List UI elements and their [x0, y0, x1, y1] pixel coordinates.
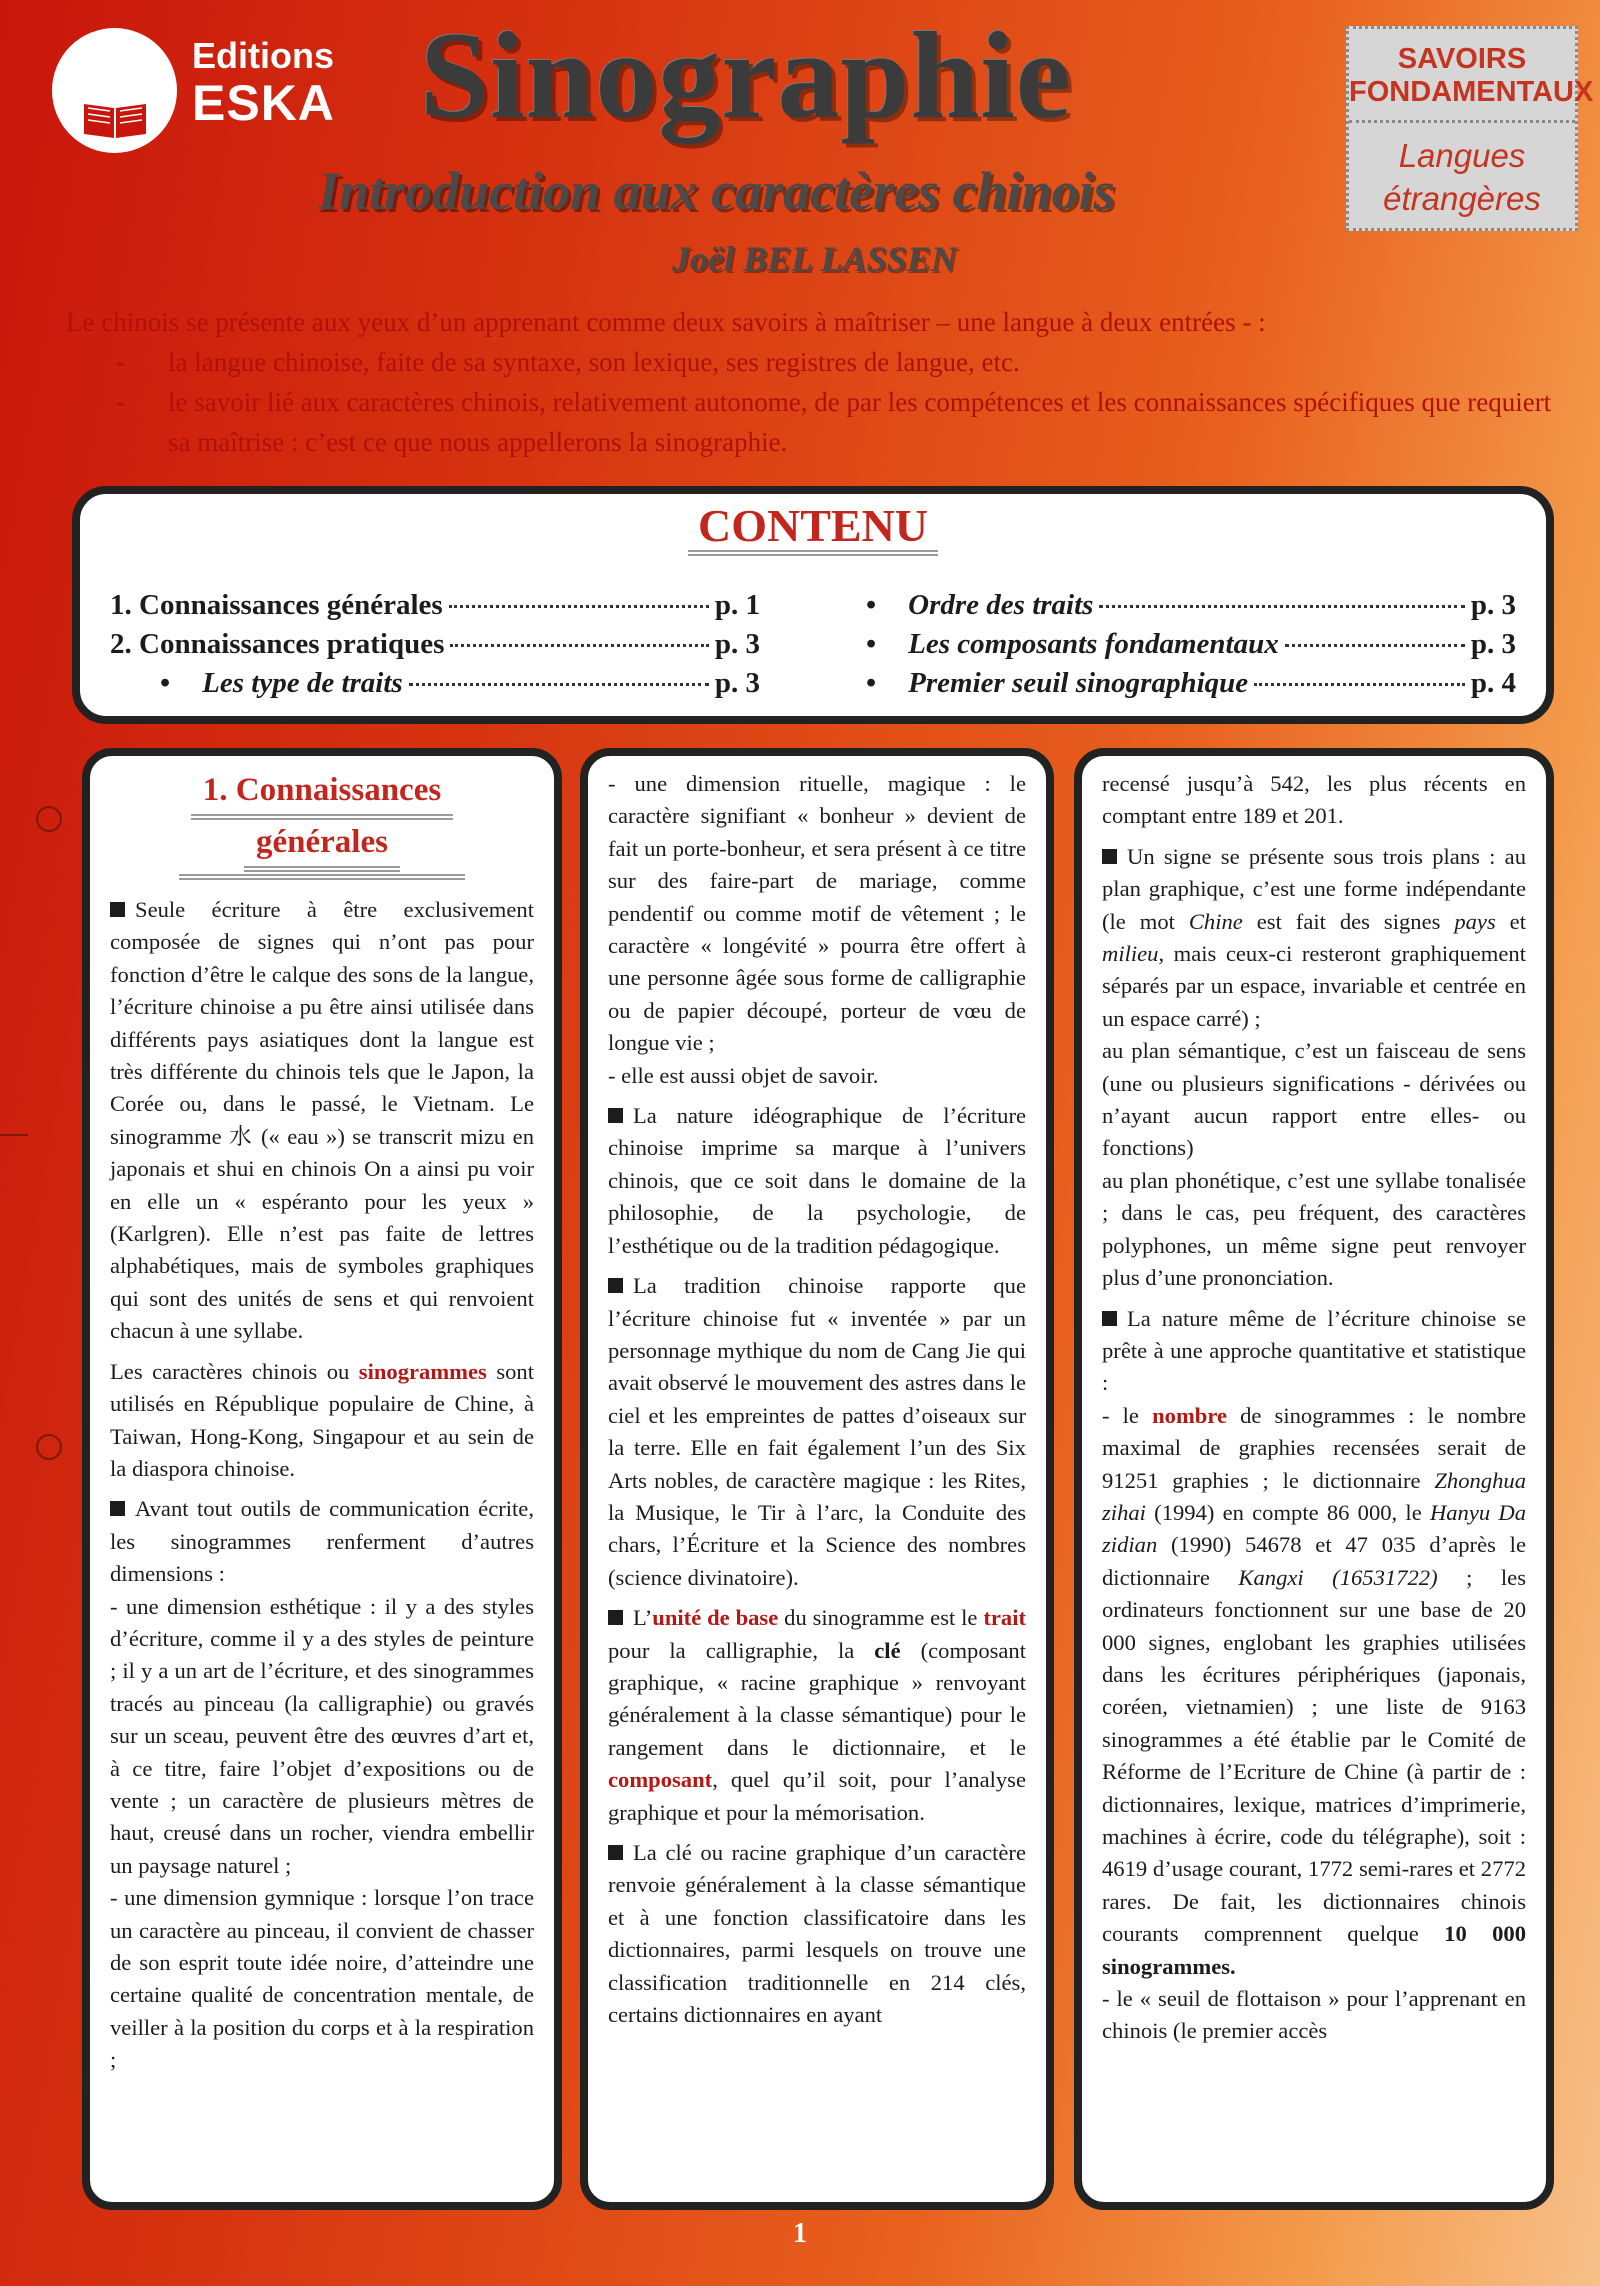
- paragraph: La nature même de l’écriture chinoise se prête à une approche quantitative et statistique :: [1102, 1305, 1526, 1396]
- paragraph: - une dimension gymnique : lorsque l’on trace un caractère au pinceau, il convient de chasser de son esprit toute idée noire, d’atteindre une certaine qualité de concentration mentale, de veiller à la position du corps et à la respiration ;: [110, 1885, 534, 2073]
- paragraph: - une dimension rituelle, magique : le caractère signifiant « bonheur » devient de fait un porte-bonheur, et sera présent à ce titre sur des faire-part de mariage, comme pendentif ou comme motif de vêtement ; le caractère « longévité » pourra être offert à une personne âgée sous forme de calligraphie ou de papier découpé, porteur de vœu de longue vie ;: [608, 771, 1026, 1056]
- badge-line1a: SAVOIRS: [1397, 43, 1527, 75]
- paragraph: La tradition chinoise rapporte que l’écriture chinoise fut « inventée » par un personnage mythique du nom de Cang Jie qui avait observé le mouvement des astres dans le ciel et les empreintes de pattes d’oiseaux sur la terre. Elle en fait également l’un des Six Arts nobles, de caractère magique : les Rites, la Musique, le Tir à l’arc, la Conduite des chars, l’Écriture et la Science des nombres (science divinatoire).: [608, 1273, 1026, 1590]
- toc-entry-label: 2. Connaissances pratiques: [110, 628, 445, 660]
- badge-line2b: étrangères: [1383, 179, 1541, 217]
- publisher-logo: [52, 28, 382, 158]
- toc-title: CONTENU: [688, 502, 938, 556]
- binder-hole-icon: [36, 806, 62, 832]
- author-name: Joël BEL LASSEN: [672, 239, 957, 279]
- binder-hole-icon: [36, 1434, 62, 1460]
- content-column-1: [82, 748, 562, 2210]
- bullet-icon: •: [866, 628, 877, 660]
- paragraph: Avant tout outils de communication écrite, les sinogrammes renferment d’autres dimensions :: [110, 1496, 534, 1587]
- intro-item: - la langue chinoise, faite de sa syntaxe, son lexique, ses registres de langue, etc.: [116, 342, 1564, 382]
- open-book-icon: [82, 100, 148, 140]
- toc-entry-page: p. 3: [714, 667, 760, 699]
- toc-entry[interactable]: [110, 625, 760, 664]
- square-bullet-icon: [110, 1501, 125, 1516]
- paragraph: - le nombre de sinogrammes : le nombre maximal de graphies recensées serait de 91251 graphies ; le dictionnaire Zhonghua zihai (1994) en compte 86 000, le Hanyu Da zidian (1990) 54678 et 47 035 d’après le dictionnaire Kangxi (16531722) ; les ordinateurs fonctionnent sur une base de 20 000 signes, englobant les graphies utilisées dans les écritures périphériques (japonais, coréen, vietnamien) ; une liste de 9163 sinogrammes a été établie par le Comité de Réforme de l’Ecriture de Chine (à partir de : dictionnaires, lexique, matrices d’imprimerie, machines à écrire, code du télégraphe), soit : 4619 d’usage courant, 1772 semi-rares et 2772 rares. De fait, les dictionnaires chinois courants comprennent quelque 10 000 sinogrammes.: [1102, 1402, 1526, 1979]
- square-bullet-icon: [1102, 1311, 1117, 1326]
- toc-entry-page: p. 1: [714, 589, 760, 621]
- toc-entry[interactable]: [866, 664, 1516, 703]
- badge-line1b: FONDAMENTAUX: [1349, 76, 1594, 109]
- toc-entry-label: 1. Connaissances générales: [110, 589, 443, 621]
- paragraph: Seule écriture à être exclusivement composée de signes qui n’ont pas pour fonction d’être le calque des sons de la langue, l’écriture chinoise a pu être ainsi utilisée dans différents pays asiatiques dont la langue est très différente du chinois tels que le Japon, la Corée ou, dans le passé, le Vietnam. Le sinogramme 水 (« eau ») se transcrit mizu en japonais et shui en chinois On a ainsi pu voir en elle un « espéranto pour les yeux » (Karlgren). Elle n’est pas faite de lettres alphabétiques, mais de symboles graphiques qui sont des unités de sens et qui renvoient chacun à une syllabe.: [110, 897, 534, 1344]
- toc-entry-label: Premier seuil sinographique: [908, 667, 1249, 699]
- paragraph: au plan sémantique, c’est un faisceau de sens (une ou plusieurs significations - dérivées ou n’ayant aucun rapport entre elles- ou fonctions): [1102, 1038, 1526, 1161]
- badge-line2a: Langues: [1398, 136, 1526, 174]
- paragraph: - elle est aussi objet de savoir.: [608, 1062, 879, 1088]
- paragraph: - le « seuil de flottaison » pour l’apprenant en chinois (le premier accès: [1102, 1986, 1526, 2044]
- bullet-icon: •: [866, 667, 877, 699]
- bold-term: 10 000 sinogrammes.: [1102, 1921, 1526, 1979]
- page-title: Sinographie: [420, 7, 1072, 144]
- highlight-term: composant: [608, 1767, 713, 1793]
- toc-right-column: [866, 586, 1516, 703]
- paragraph: au plan phonétique, c’est une syllabe tonalisée ; dans le cas, peu fréquent, des caractères polyphones, un même signe peut renvoyer plus d’une prononciation.: [1102, 1167, 1526, 1291]
- intro-list: [66, 342, 1564, 462]
- content-column-2: [580, 748, 1054, 2210]
- paragraph: Un signe se présente sous trois plans : au plan graphique, c’est une forme indépendante (le mot Chine est fait des signes pays et milieu, mais ceux-ci resteront graphiquement séparés par un espace, invariable et centrée en un espace carré) ;: [1102, 843, 1526, 1031]
- paragraph: recensé jusqu’à 542, les plus récents en comptant entre 189 et 201.: [1102, 771, 1526, 829]
- page-subtitle: Introduction aux caractères chinois: [318, 161, 1115, 221]
- toc-entry-label: Les composants fondamentaux: [908, 628, 1279, 660]
- badge-subject: [1349, 123, 1575, 221]
- toc-entry-page: p. 4: [1470, 667, 1516, 699]
- section-heading-line1: 1. Connaissances: [191, 768, 453, 820]
- toc-entry[interactable]: [866, 586, 1516, 625]
- toc-entry[interactable]: [110, 664, 760, 703]
- toc-entry-label: Ordre des traits: [908, 589, 1094, 621]
- intro-text: [66, 302, 1564, 462]
- publisher-line1: Editions: [192, 35, 334, 76]
- toc-entry-page: p. 3: [1470, 589, 1516, 621]
- bold-term: clé: [874, 1637, 901, 1663]
- bullet-icon: •: [866, 589, 877, 621]
- page-number: 1: [793, 2218, 807, 2249]
- publisher-name: [192, 35, 335, 131]
- highlight-term: unité de base: [652, 1605, 779, 1631]
- toc-entry-page: p. 3: [714, 628, 760, 660]
- toc-entry[interactable]: [866, 625, 1516, 664]
- section-heading-line2: générales: [244, 820, 400, 872]
- toc-entry-page: p. 3: [1470, 628, 1516, 660]
- square-bullet-icon: [608, 1108, 623, 1123]
- paragraph: La nature idéographique de l’écriture chinoise imprime sa marque à l’univers chinois, que ce soit dans le domaine de la philosophie, de la psychologie, de l’esthétique ou de la tradition pédagogique.: [608, 1103, 1026, 1258]
- fold-mark: [0, 1134, 28, 1136]
- highlight-term: sinogrammes: [358, 1358, 487, 1384]
- paragraph: L’unité de base du sinogramme est le trait pour la calligraphie, la clé (composant graphique, « racine graphique » renvoyant généralement à la classe sémantique) pour le rangement dans le dictionnaire, et le composant, quel qu’il soit, pour l’analyse graphique et pour la mémorisation.: [608, 1605, 1027, 1825]
- bullet-icon: •: [160, 667, 171, 699]
- paragraph: La clé ou racine graphique d’un caractère renvoie généralement à la classe sémantique et à une fonction classificatoire dans les dictionnaires, parmi lesquels on trouve une classification traditionnelle en 214 clés, certains dictionnaires en ayant: [608, 1840, 1026, 2028]
- category-badge: [1346, 26, 1594, 231]
- intro-lead: Le chinois se présente aux yeux d’un apprenant comme deux savoirs à maîtriser – une langue à deux entrées - :: [66, 307, 1266, 337]
- badge-category: [1349, 29, 1594, 123]
- square-bullet-icon: [608, 1845, 623, 1860]
- paragraph: Les caractères chinois ou sinogrammes sont utilisés en République populaire de Chine, à Taiwan, Hong-Kong, Singapour et au sein de la diaspora chinoise.: [110, 1358, 534, 1481]
- publisher-line2: ESKA: [192, 75, 335, 131]
- square-bullet-icon: [110, 902, 125, 917]
- square-bullet-icon: [1102, 849, 1117, 864]
- toc-left-column: [110, 586, 760, 703]
- section-heading: [110, 768, 534, 880]
- table-of-contents: [72, 486, 1554, 724]
- square-bullet-icon: [608, 1278, 623, 1293]
- toc-entry[interactable]: [110, 586, 760, 625]
- square-bullet-icon: [608, 1610, 623, 1625]
- paragraph: - une dimension esthétique : il y a des styles d’écriture, comme il y a des styles de peinture ; il y a un art de l’écriture, et des sinogrammes tracés au pinceau (la calligraphie) ou gravés sur un sceau, peuvent être des œuvres d’art et, à ce titre, faire l’objet d’expositions ou de vente ; un caractère de plusieurs mètres de haut, creusé dans un rocher, viendra embellir un paysage naturel ;: [110, 1593, 534, 1878]
- highlight-term: nombre: [1152, 1402, 1227, 1428]
- toc-entry-label: Les type de traits: [202, 667, 403, 699]
- highlight-term: trait: [983, 1605, 1026, 1631]
- content-column-3: [1074, 748, 1554, 2210]
- intro-item: - le savoir lié aux caractères chinois, relativement autonome, de par les compétences et les connaissances spécifiques que requiert sa maîtrise : c’est ce que nous appellerons la sinographie.: [116, 382, 1564, 462]
